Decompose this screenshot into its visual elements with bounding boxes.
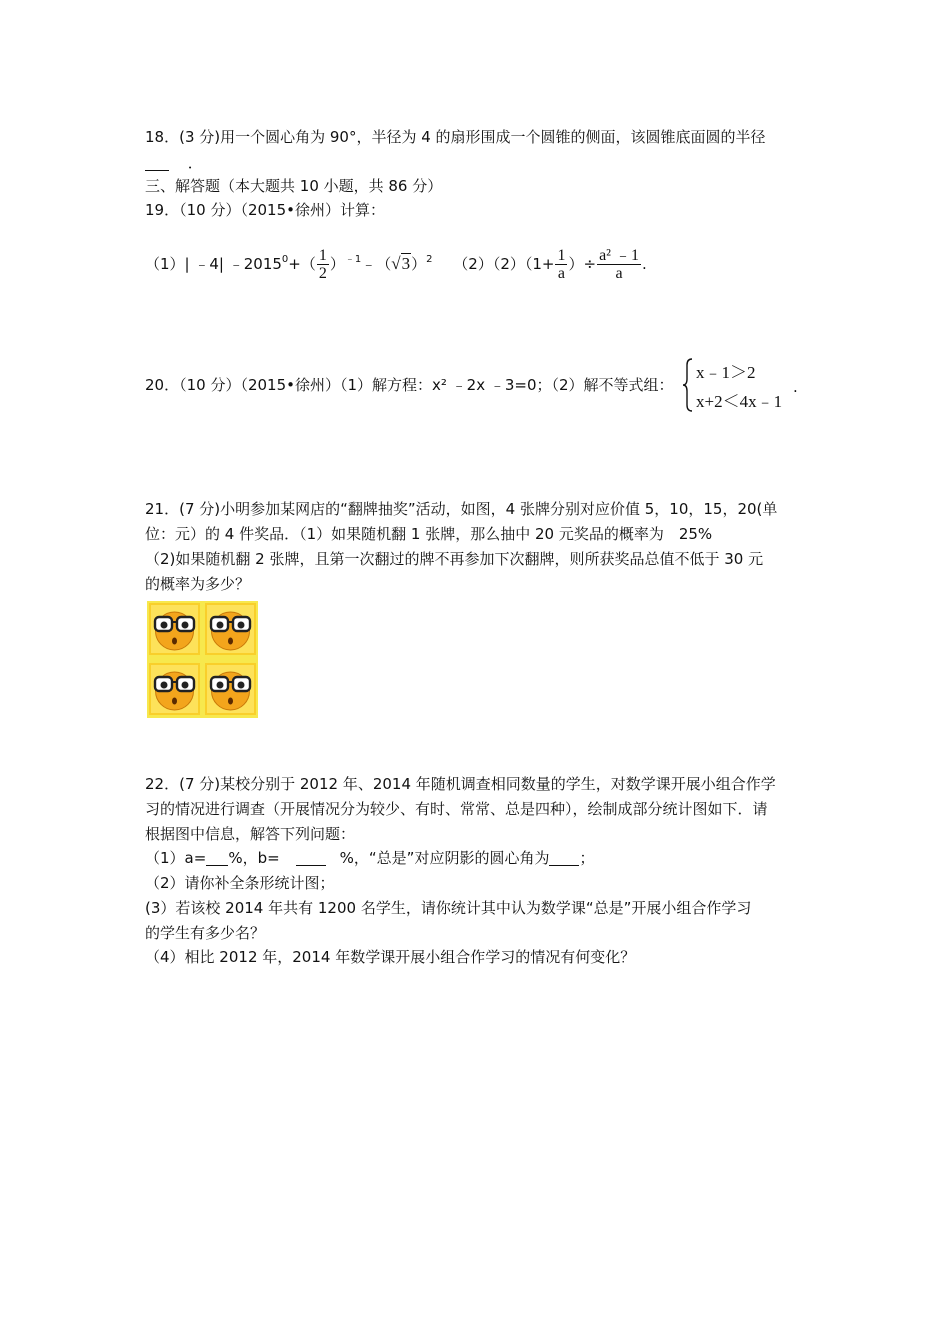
q19-header: 19．（10 分）（2015•徐州）计算： <box>145 201 385 219</box>
q22-line8: （4）相比 2012 年，2014 年数学课开展小组合作学习的情况有何变化？ <box>145 948 636 966</box>
q22-a-blank <box>206 849 228 866</box>
fraction-denominator: 2 <box>318 265 327 282</box>
fraction-denominator: a <box>557 265 566 282</box>
card-face-icon <box>149 663 200 715</box>
q18-answer-line <box>145 152 203 174</box>
q21-line2: 位：元）的 4 件奖品．（1）如果随机翻 1 张牌，那么抽中 20 元奖品的概率为 25% <box>145 525 713 543</box>
q19-plus: +（ <box>288 255 316 273</box>
q18-blank <box>145 154 169 171</box>
q22-angle-label: %，“总是”对应阴影的圆心角为 <box>339 849 550 867</box>
q21-line4: 的概率为多少？ <box>145 575 251 593</box>
q22-b-label: %，b= <box>228 849 280 867</box>
inequality-2: x+2＜4x﹣1 <box>696 392 783 411</box>
q19-part1-prefix: （1）| ﹣4| ﹣2015 <box>145 255 282 273</box>
q22-line2: 习的情况进行调查（开展情况分为较少、有时、常常、总是四种），绘制成部分统计图如下．请 <box>145 800 768 818</box>
sqrt-argument: 3 <box>401 254 411 273</box>
q18-end: ． <box>187 154 203 172</box>
left-brace-icon <box>682 357 694 413</box>
q19-part2-mid: ）÷ <box>568 255 597 273</box>
q22-line5: （2）请你补全条形统计图； <box>145 874 335 892</box>
q20-end: . <box>793 378 798 396</box>
q22-line6: (3）若该校 2014 年共有 1200 名学生，请你统计其中认为数学课“总是”开展小组合作学习 <box>145 899 752 917</box>
q19-part2-prefix: （2）（2）（1+ <box>453 255 555 273</box>
q22-line4 <box>145 847 594 869</box>
fraction-numerator: a² ﹣1 <box>599 247 639 264</box>
q19-minus: ﹣（ <box>361 255 392 273</box>
q19-fraction-a-squared <box>597 247 641 282</box>
card-face-icon <box>149 603 200 655</box>
section-heading: 三、解答题（本大题共 10 小题，共 86 分） <box>145 177 443 195</box>
q19-exp-neg1: ﹣1 <box>344 254 362 265</box>
fraction-denominator: a <box>615 265 623 282</box>
inequality-1: x﹣1＞2 <box>696 363 756 382</box>
q21-line3: （2)如果随机翻 2 张牌，且第一次翻过的牌不再参加下次翻牌，则所获奖品总值不低于 30 元 <box>145 550 764 568</box>
q22-line7: 的学生有多少名？ <box>145 924 266 942</box>
q19-exp0: 0 <box>281 254 289 265</box>
q22-line1: 22．(7 分)某校分别于 2012 年、2014 年随机调查相同数量的学生，对数学课开展小组合作学 <box>145 775 776 793</box>
q19-close2: ） <box>411 255 427 273</box>
q19-part2-end: . <box>641 255 647 273</box>
q19-expressions <box>145 242 647 282</box>
q19-close: ） <box>329 255 345 273</box>
prize-cards-figure <box>147 601 258 718</box>
card-face-icon <box>205 603 256 655</box>
q21-line1: 21．(7 分)小明参加某网店的“翻牌抽奖”活动，如图，4 张牌分别对应价值 5，10，15，20(单 <box>145 500 778 518</box>
q19-exp2: 2 <box>426 254 433 265</box>
q20-text: 20．（10 分）（2015•徐州）（1）解方程：x² ﹣2x ﹣3=0；（2）解不等式组： <box>145 376 674 394</box>
q22-line4-end: ； <box>579 849 595 867</box>
q19-fraction-one-over-a <box>555 247 567 282</box>
q22-a-label: （1）a= <box>145 849 207 867</box>
fraction-numerator: 1 <box>318 247 327 264</box>
q22-b-blank <box>296 849 326 866</box>
card-face-icon <box>205 663 256 715</box>
q19-fraction-half <box>317 247 329 282</box>
q18-text: 18．(3 分)用一个圆心角为 90°，半径为 4 的扇形围成一个圆锥的侧面，该圆锥底面圆的半径 <box>145 128 766 146</box>
fraction-numerator: 1 <box>557 247 566 264</box>
q22-line3: 根据图中信息，解答下列问题： <box>145 825 356 843</box>
sqrt-symbol: √ <box>391 254 401 273</box>
q22-angle-blank <box>549 849 579 866</box>
